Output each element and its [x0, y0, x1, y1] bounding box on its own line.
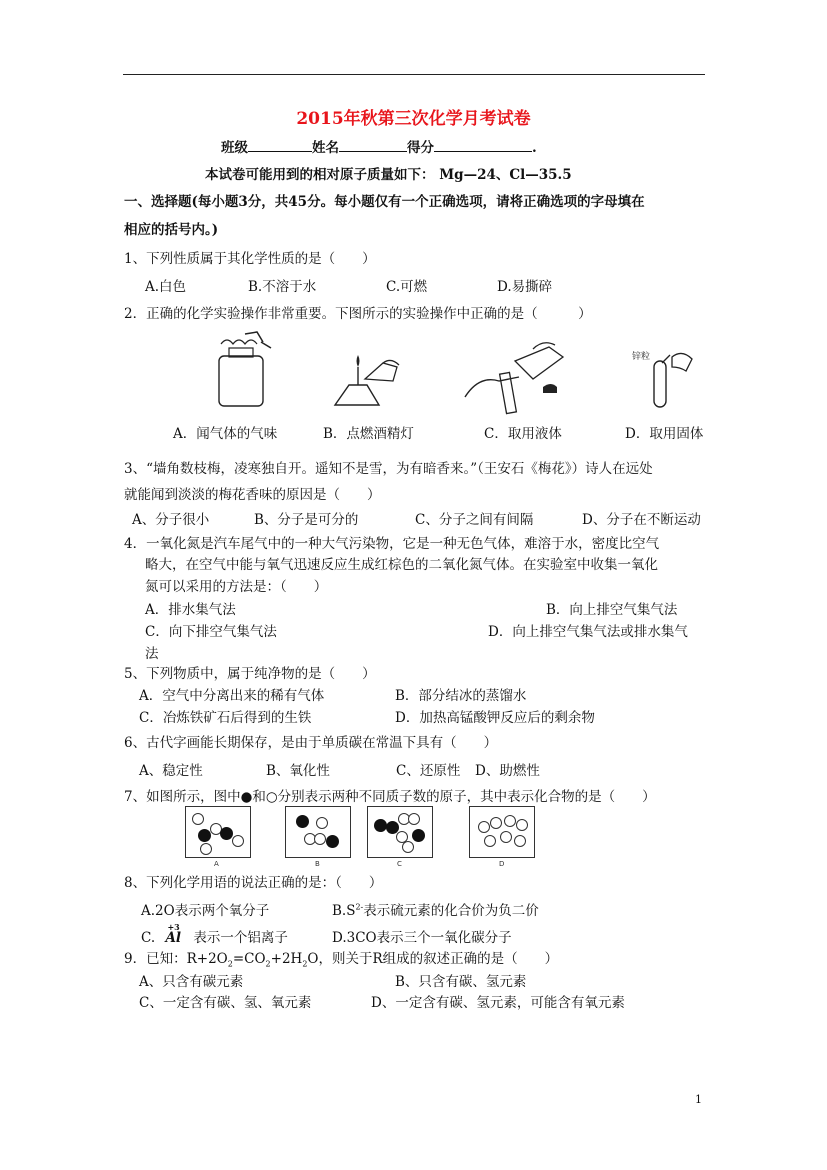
white-atom — [192, 813, 204, 825]
q7-label-d: D — [499, 860, 505, 868]
q5-stem: 5、下列物质中，属于纯净物的是（ ） — [124, 666, 376, 682]
white-atom — [200, 843, 212, 855]
q7-box-a[interactable] — [185, 806, 251, 858]
q7-box-c[interactable] — [367, 806, 433, 858]
white-atom — [232, 835, 244, 847]
q4-line3: 氮可以采用的方法是：（ ） — [145, 579, 328, 595]
atomic-mass-note: 本试卷可能用到的相对原子质量如下： Mg—24、Cl—35.5 — [205, 167, 572, 183]
black-atom — [326, 835, 339, 848]
alcohol-lamp-figure — [325, 345, 405, 415]
q8-b-charge: 2- — [355, 902, 364, 912]
q4-line2: 略大，在空气中能与氧气迅速反应生成红棕色的二氧化氮气体。在实验室中收集一氧化 — [145, 557, 658, 573]
q9-option-b[interactable]: B、只含有碳、氢元素 — [395, 974, 527, 990]
q4-line1: 4．一氧化氮是汽车尾气中的一种大气污染物，它是一种无色气体，难溶于水，密度比空气 — [124, 536, 660, 552]
q1-option-b[interactable]: B.不溶于水 — [248, 279, 317, 295]
white-atom — [500, 831, 512, 843]
q8-c-formula — [165, 922, 182, 946]
q2-stem: 2．正确的化学实验操作非常重要。下图所示的实验操作中正确的是（ ） — [124, 306, 592, 322]
q8-option-c[interactable] — [141, 922, 288, 946]
q4-option-a[interactable]: A．排水集气法 — [145, 602, 236, 618]
q7-label-b: B — [315, 860, 320, 868]
q5-option-b[interactable]: B．部分结冰的蒸馏水 — [395, 688, 527, 704]
q7-stem: 7、如图所示，图中●和○分别表示两种不同质子数的原子，其中表示化合物的是（ ） — [124, 789, 656, 805]
white-atom — [484, 835, 496, 847]
q6-option-d[interactable]: D、助燃性 — [475, 763, 540, 779]
q3-option-b[interactable]: B、分子是可分的 — [254, 512, 359, 528]
q1-option-a[interactable]: A.白色 — [145, 279, 187, 295]
q4-option-c[interactable]: C．向下排空气集气法 — [145, 624, 277, 640]
q2-option-b[interactable]: B．点燃酒精灯 — [323, 426, 414, 442]
black-atom — [374, 819, 387, 832]
header-fields — [221, 136, 537, 156]
q4-option-d[interactable]: D．向上排空气集气法或排水集气 — [488, 624, 688, 640]
q5-option-a[interactable]: A．空气中分离出来的稀有气体 — [139, 688, 325, 704]
black-atom — [220, 827, 233, 840]
q9-subscript: 2 — [302, 959, 308, 969]
q8-b-text: 表示硫元素的化合价为负二价 — [363, 903, 539, 919]
q7-label-a: A — [214, 860, 219, 868]
black-atom — [198, 829, 211, 842]
q7-label-c: C — [397, 860, 402, 868]
q9-subscript: 2 — [227, 959, 233, 969]
q8-b-symbol: B.S — [332, 903, 356, 919]
white-atom — [516, 819, 528, 831]
end-mark: . — [532, 140, 537, 156]
q2-option-c[interactable]: C．取用液体 — [484, 426, 562, 442]
q9-option-c[interactable]: C、一定含有碳、氢、氧元素 — [139, 995, 312, 1011]
white-atom — [314, 833, 326, 845]
q1-stem: 1、下列性质属于其化学性质的是（ ） — [124, 251, 376, 267]
q2-option-a[interactable]: A．闻气体的气味 — [173, 426, 278, 442]
page-number: 1 — [695, 1093, 702, 1106]
q8-c-text: 表示一个铝离子 — [193, 930, 288, 946]
section1-line2: 相应的括号内。) — [124, 222, 219, 238]
q7-box-b[interactable] — [285, 806, 351, 858]
class-label: 班级 — [221, 140, 248, 156]
white-atom — [316, 817, 328, 829]
q3-option-a[interactable]: A、分子很小 — [132, 512, 210, 528]
q9-stem — [124, 947, 558, 969]
q1-option-c[interactable]: C.可燃 — [386, 279, 428, 295]
black-atom — [412, 829, 425, 842]
q5-option-c[interactable]: C．冶炼铁矿石后得到的生铁 — [139, 710, 312, 726]
take-solid-figure — [628, 345, 708, 415]
q9-subscript: 2 — [265, 959, 271, 969]
page-title: 2015年秋第三次化学月考试卷 — [296, 109, 531, 129]
score-label: 得分 — [407, 140, 434, 156]
name-blank[interactable] — [339, 137, 407, 152]
take-liquid-figure — [463, 335, 573, 415]
top-rule — [123, 74, 705, 75]
q9-stem-part: +2H — [270, 951, 303, 967]
q9-stem-part: 9．已知：R+2O — [124, 951, 228, 967]
q8-option-d[interactable]: D.3CO表示三个一氧化碳分子 — [332, 930, 512, 946]
white-atom — [408, 813, 420, 825]
class-blank[interactable] — [248, 137, 312, 152]
q6-option-c[interactable]: C、还原性 — [396, 763, 461, 779]
q2-option-d[interactable]: D．取用固体 — [625, 426, 704, 442]
q6-option-b[interactable]: B、氧化性 — [266, 763, 330, 779]
white-atom — [478, 821, 490, 833]
q8-c-valence: +3 — [167, 922, 180, 932]
q9-option-a[interactable]: A、只含有碳元素 — [139, 974, 244, 990]
q8-c-symbol: Al — [165, 930, 182, 946]
q8-c-letter: C. — [141, 930, 156, 946]
smell-gas-figure — [205, 328, 285, 410]
section1-line1: 一、选择题(每小题3分，共45分。每小题仅有一个正确选项，请将正确选项的字母填在 — [124, 194, 645, 210]
q6-option-a[interactable]: A、稳定性 — [139, 763, 203, 779]
white-atom — [402, 841, 414, 853]
score-blank[interactable] — [434, 137, 532, 152]
q1-option-d[interactable]: D.易撕碎 — [497, 279, 553, 295]
q8-option-b[interactable] — [332, 899, 539, 919]
q9-stem-part: =CO — [232, 951, 266, 967]
q9-stem-part: O，则关于R组成的叙述正确的是（ ） — [307, 951, 559, 967]
q3-option-c[interactable]: C、分子之间有间隔 — [415, 512, 534, 528]
q3-option-d[interactable]: D、分子在不断运动 — [582, 512, 701, 528]
q3-line2: 就能闻到淡淡的梅花香味的原因是（ ） — [124, 487, 381, 503]
q5-option-d[interactable]: D．加热高锰酸钾反应后的剩余物 — [395, 710, 595, 726]
q8-option-a[interactable]: A.2O表示两个氧分子 — [141, 903, 270, 919]
q7-box-d[interactable] — [469, 806, 535, 858]
black-atom — [296, 815, 309, 828]
white-atom — [490, 817, 502, 829]
q8-stem: 8、下列化学用语的说法正确的是：（ ） — [124, 875, 383, 891]
q3-line1: 3、“墙角数枝梅，凌寒独自开。遥知不是雪，为有暗香来。”（王安石《梅花》）诗人在远处 — [124, 461, 653, 477]
q4-option-b[interactable]: B．向上排空气集气法 — [546, 602, 678, 618]
white-atom — [504, 815, 516, 827]
name-label: 姓名 — [312, 140, 339, 156]
white-atom — [514, 835, 526, 847]
q6-stem: 6、古代字画能长期保存，是由于单质碳在常温下具有（ ） — [124, 735, 498, 751]
zinc-label: 锌粒 — [632, 352, 651, 362]
q4-option-d-cont: 法 — [145, 646, 159, 662]
q9-option-d[interactable]: D、一定含有碳、氢元素，可能含有氧元素 — [371, 995, 625, 1011]
